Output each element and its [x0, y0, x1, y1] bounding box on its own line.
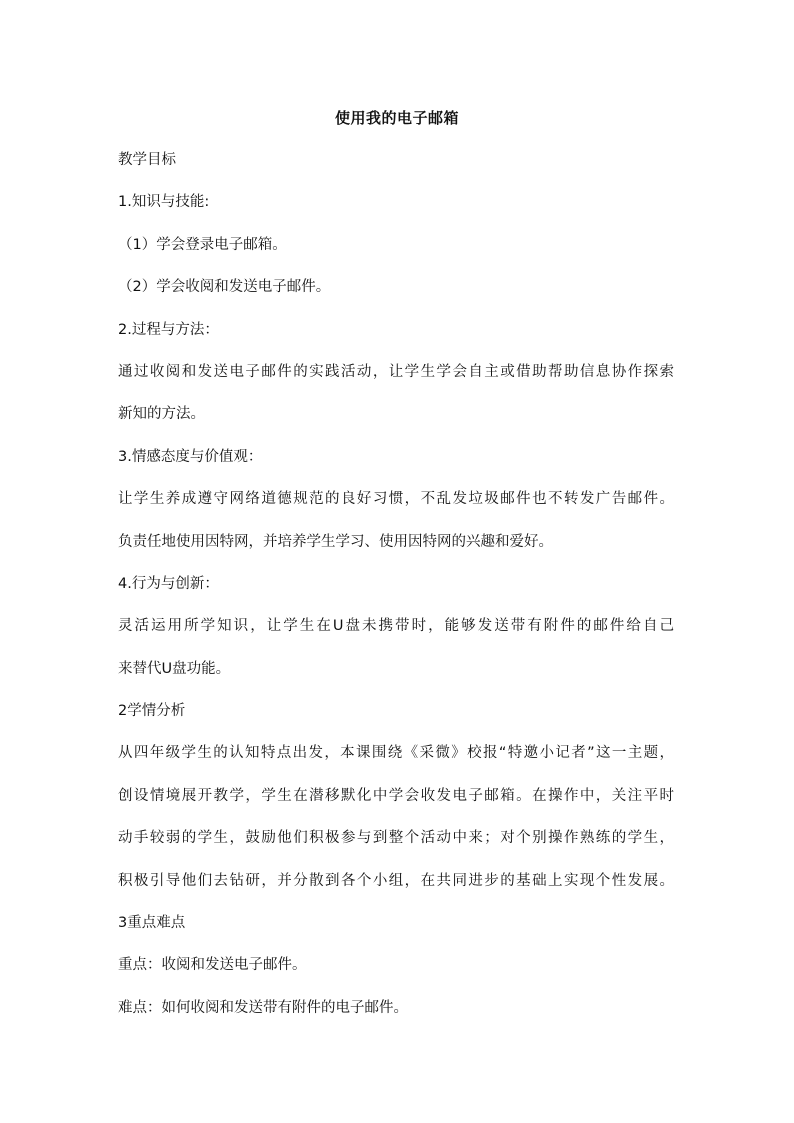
paragraph-line: 创设情境展开教学，学生在潜移默化中学会收发电子邮箱。在操作中，关注平时 [118, 787, 674, 804]
paragraph-line: 动手较弱的学生，鼓励他们积极参与到整个活动中来；对个别操作熟练的学生， [118, 830, 674, 847]
document-title: 使用我的电子邮箱 [334, 109, 459, 127]
difficult-point: 难点：如何收阅和发送带有附件的电子邮件。 [118, 999, 408, 1016]
subheading-attitude-values: 3.情感态度与价值观： [118, 448, 263, 465]
paragraph-line: 积极引导他们去钻研，并分散到各个小组，在共同进步的基础上实现个性发展。 [118, 872, 674, 889]
subheading-knowledge-skills: 1.知识与技能: [118, 194, 210, 211]
key-point: 重点：收阅和发送电子邮件。 [118, 957, 307, 974]
paragraph-line: 从四年级学生的认知特点出发，本课围绕《采微》校报“特邀小记者”这一主题， [118, 745, 674, 762]
section-heading-student-analysis: 2学情分析 [118, 703, 186, 720]
document-body [118, 150, 684, 1040]
subheading-behavior-innovation: 4.行为与创新： [118, 575, 219, 592]
paragraph-line: 灵活运用所学知识，让学生在U盘未携带时，能够发送带有附件的邮件给自己 [118, 618, 674, 635]
paragraph-line: 负责任地使用因特网，并培养学生学习、使用因特网的兴趣和爱好。 [118, 533, 553, 550]
section-heading-key-difficult-points: 3重点难点 [118, 915, 186, 932]
paragraph-line: 让学生养成遵守网络道德规范的良好习惯，不乱发垃圾邮件也不转发广告邮件。 [118, 491, 674, 508]
paragraph-line: 通过收阅和发送电子邮件的实践活动，让学生学会自主或借助帮助信息协作探索 [118, 363, 674, 380]
list-item-2: （2）学会收阅和发送电子邮件。 [118, 279, 331, 296]
paragraph-line: 新知的方法。 [118, 406, 205, 423]
subheading-process-method: 2.过程与方法： [118, 321, 219, 338]
list-item-1: （1）学会登录电子邮箱。 [118, 236, 287, 253]
section-heading-objectives: 教学目标 [118, 152, 176, 168]
paragraph-line: 来替代U盘功能。 [118, 660, 231, 677]
